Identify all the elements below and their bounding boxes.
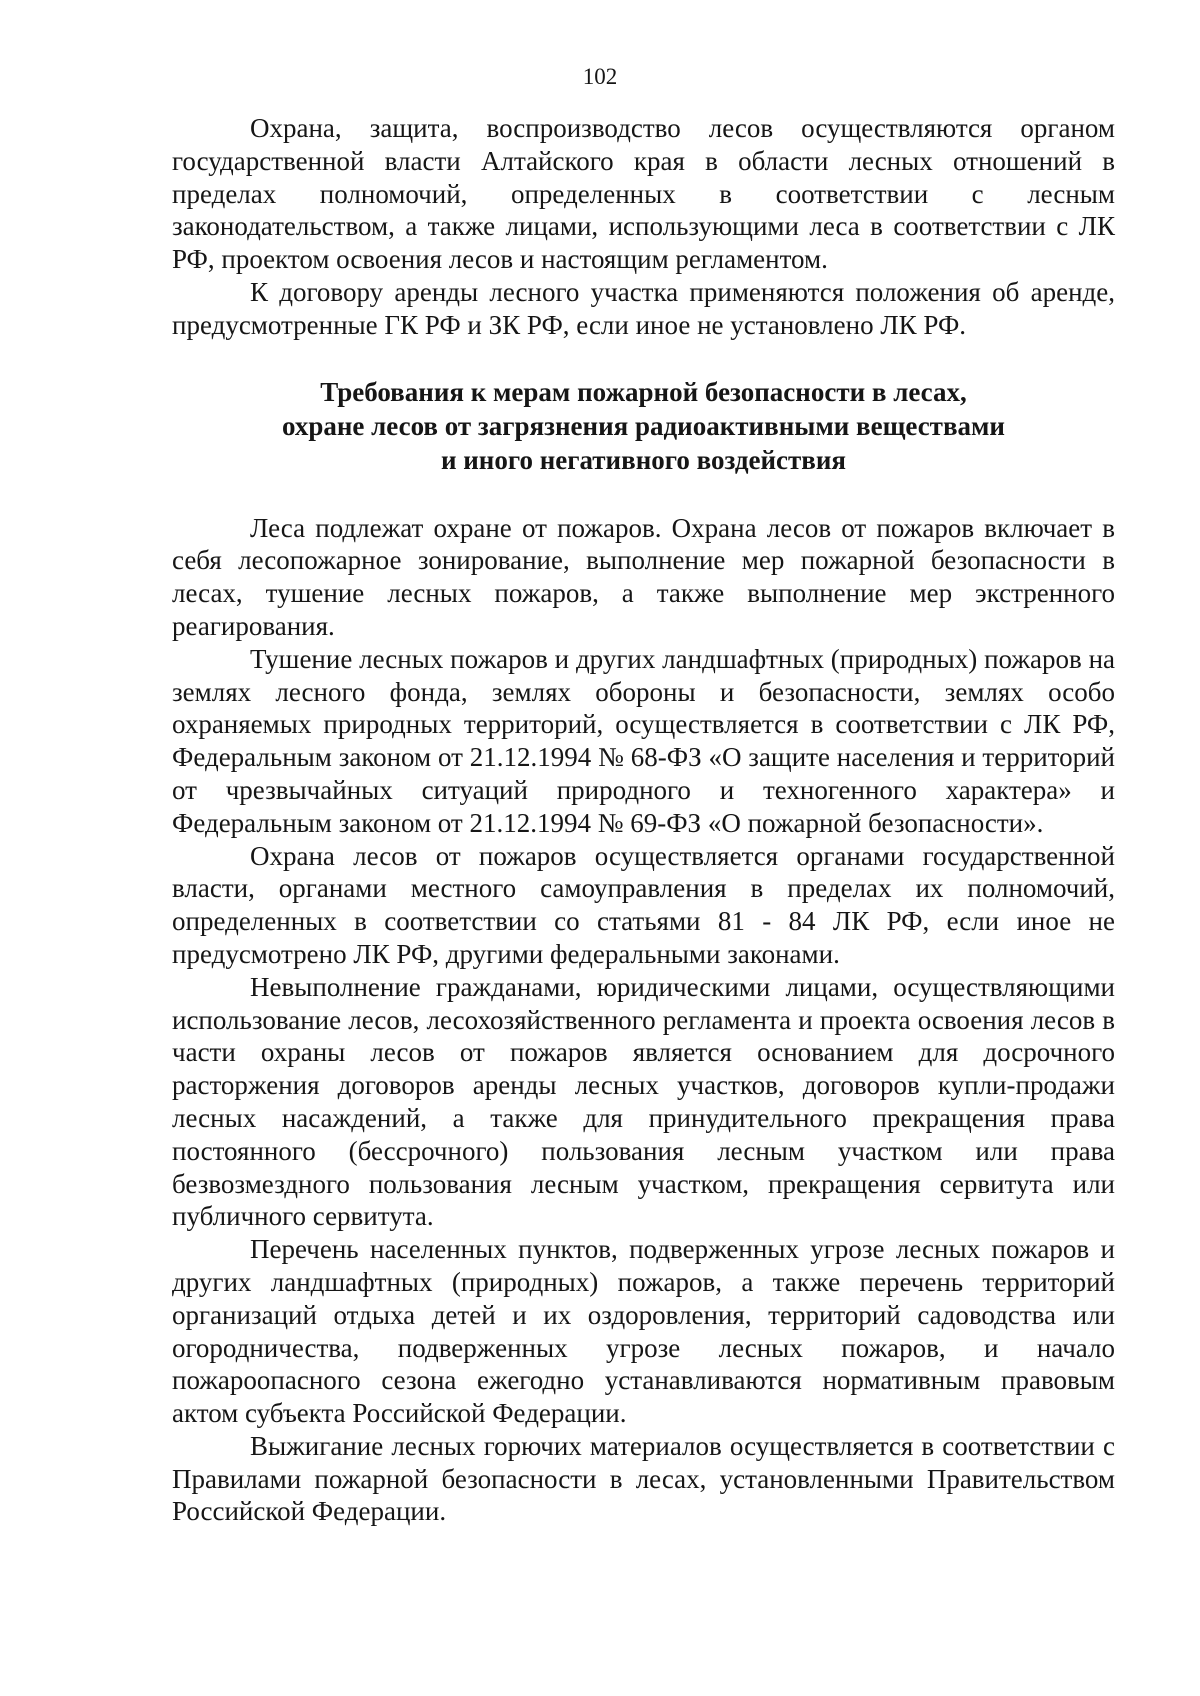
- paragraph-lease-agreement: К договору аренды лесного участка применяются положения об аренде, предусмотренные ГК РФ и ЗК РФ, если иное не установлено ЛК РФ.: [172, 276, 1115, 340]
- paragraph-protection-bodies: Охрана лесов от пожаров осуществляется органами государственной власти, органами местного самоуправления в пределах их полномочий, определенных в соответствии со статьями 81 - 84 ЛК РФ, если иное не предусмотрено ЛК РФ, другими федеральными законами.: [172, 840, 1115, 969]
- section-heading-line-3: и иного негативного воздействия: [440, 444, 847, 475]
- paragraph-burning-materials: Выжигание лесных горючих материалов осуществляется в соответствии с Правилами пожарной безопасности в лесах, установленными Правительством Российской Федерации.: [172, 1430, 1115, 1527]
- section-heading: [172, 375, 1115, 477]
- paragraph-fire-extinguishing: Тушение лесных пожаров и других ландшафтных (природных) пожаров на землях лесного фонда, землях обороны и безопасности, землях особо охраняемых природных территорий, осуществляется в соответствии с ЛК РФ, Федеральным законом от 21.12.1994 № 68-ФЗ «О защите населения и территорий от чрезвычайных ситуаций природного и техногенного характера» и Федеральным законом от 21.12.1994 № 69-ФЗ «О пожарной безопасности».: [172, 643, 1115, 838]
- page-content: [172, 112, 1115, 1528]
- paragraph-non-compliance: Невыполнение гражданами, юридическими лицами, осуществляющими использование лесов, лесохозяйственного регламента и проекта освоения лесов в части охраны лесов от пожаров является основанием для досрочного расторжения договоров аренды лесных участков, договоров купли-продажи лесных насаждений, а также для принудительного прекращения права постоянного (бессрочного) пользования лесным участком или права безвозмездного пользования лесным участком, прекращения сервитута или публичного сервитута.: [172, 971, 1115, 1232]
- page-number: 102: [582, 64, 618, 89]
- paragraph-fire-protection: Леса подлежат охране от пожаров. Охрана лесов от пожаров включает в себя лесопожарное зонирование, выполнение мер пожарной безопасности в лесах, тушение лесных пожаров, а также выполнение мер экстренного реагирования.: [172, 512, 1115, 641]
- section-heading-line-1: Требования к мерам пожарной безопасности в лесах,: [320, 376, 967, 407]
- section-heading-line-2: охране лесов от загрязнения радиоактивными веществами: [282, 410, 1005, 441]
- paragraph-forest-protection-authority: Охрана, защита, воспроизводство лесов осуществляются органом государственной власти Алтайского края в области лесных отношений в пределах полномочий, определенных в соответствии с лесным законодательством, а также лицами, использующими леса в соответствии с ЛК РФ, проектом освоения лесов и настоящим регламентом.: [172, 113, 1115, 275]
- paragraph-settlements-list: Перечень населенных пунктов, подверженных угрозе лесных пожаров и других ландшафтных (природных) пожаров, а также перечень территорий организаций отдыха детей и их оздоровления, территорий садоводства или огородничества, подверженных угрозе лесных пожаров, и начало пожароопасного сезона ежегодно устанавливаются нормативным правовым актом субъекта Российской Федерации.: [172, 1234, 1115, 1429]
